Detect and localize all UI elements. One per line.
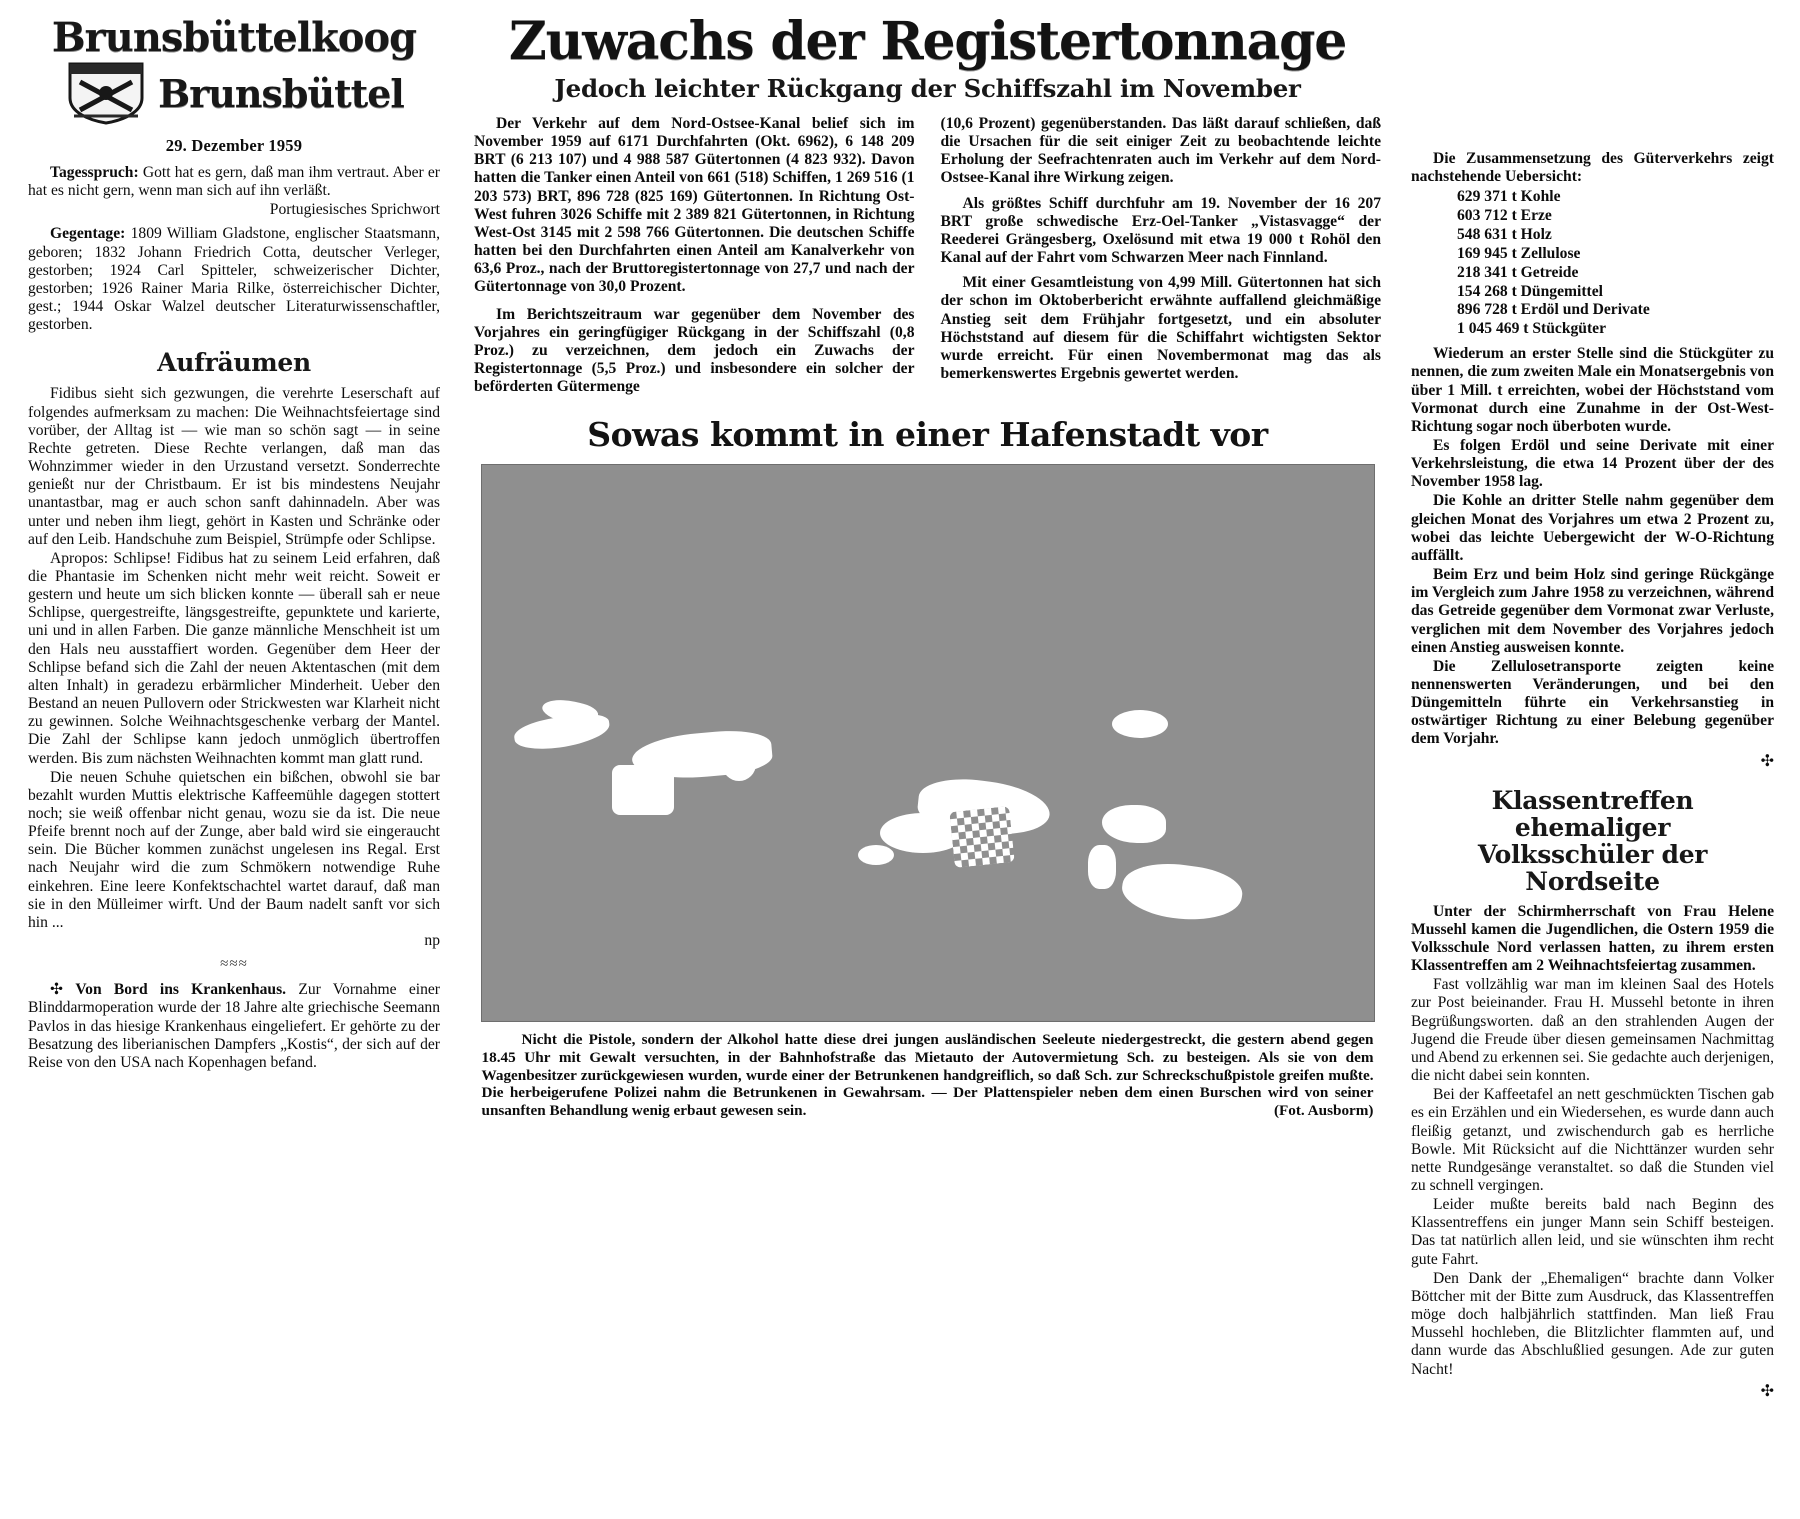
right-paragraph-3: Die Kohle an dritter Stelle nahm gegenüber dem gleichen Monat des Vorjahres um etwa 2 Prozent zu, wobei das leichte Uebergewicht der W-O-Richtung auffällt. <box>1411 492 1774 564</box>
masthead-town-top: Brunsbüttelkoog <box>51 14 417 61</box>
brief-label: Von Bord ins Krankenhaus. <box>75 981 287 999</box>
left-paragraph-2: Apropos: Schlipse! Fidibus hat zu seinem Leid erfahren, daß die Phantasie im Schenken nicht mehr weit reicht. Soweit er gestern und heute um sich blicken konnte — überall sah er neue Schlipse, quergestreifte, längsgestreifte, gepunktete und karierte, uni und in allen Farben. Die ganze männliche Menschheit ist um den Hals neu ausstaffiert worden. Gegenüber dem Heer der Schlipse befand sich die Zahl der neuen Aktentaschen (mit dem alten Inhalt) in geradezu erbärmlicher Minderheit. Ueber den Bestand an neuen Pullovern oder Strickwesten war Klarheit nicht zu gewinnen. Solche Weihnachtsgeschenke verbarg der Mantel. Die Zahl der Schlipse kann jedoch unmöglich übertroffen werden. Bis zum nächsten Weihnachten kommt man glatt rund. <box>28 549 440 767</box>
page-subtitle: Jedoch leichter Rückgang der Schiffszahl im November <box>554 74 1301 103</box>
brief-paragraph <box>28 981 440 1072</box>
left-signature: np <box>424 932 440 950</box>
right-paragraph-1: Wiederum an erster Stelle sind die Stückgüter zu nennen, die zum zweiten Male ein Monatsergebnis von über 1 Mill. t erreichten, wobei der Höchststand vom Vormonat durch eine Zunahme in der Ost-West-Richtung sogar noch überboten wurde. <box>1411 345 1774 435</box>
motto-label: Tagesspruch: <box>50 164 139 181</box>
article2-paragraph-4: Leider mußte bereits bald nach Beginn des Klassentreffens ein junger Mann sein Schiff besteigen. Das tat natürlich allen leid, und sie wünschten ihm recht gute Fahrt. <box>1411 1196 1774 1268</box>
left-paragraph-3: Die neuen Schuhe quietschen ein bißchen, obwohl sie bar bezahlt wurden Muttis elektrische Kaffeemühle dagegen stottert noch; sie weiß offenbar nicht genau, wozu sie da ist. Die neue Pfeife brennt noch auf der Zunge, aber bald wird sie eingeraucht sein. Die Bücher kommen zunächst ungelesen ins Regal. Erst nach Neujahr wird die zum Schmökern notwendige Ruhe einkehren. Eine leere Konfektschachtel wartet darauf, daß man sie in den Mülleimer wirft. Und der Baum nadelt sanft vor sich hin ... <box>28 768 440 931</box>
motto-paragraph <box>28 164 440 200</box>
photo-headline: Sowas kommt in einer Hafenstadt vor <box>587 415 1268 455</box>
end-star-icon-2: ✣ <box>1760 1382 1774 1400</box>
coat-of-arms-icon <box>64 60 148 126</box>
star-icon: ✣ <box>50 981 64 999</box>
column-middle <box>462 0 1397 1519</box>
mid-paragraph-2: Im Berichtszeitraum war gegenüber dem November des Vorjahres ein geringfügiger Rückgang in der Schiffszahl (0,8 Proz.) zu verzeichnen, dem jedoch ein Zuwachs der Registertonnage (5,5 Proz.) und insbesondere ein solcher der beförderten Gütermenge <box>474 305 915 396</box>
column-title-aufraeumen: Aufräumen <box>157 348 311 378</box>
photo-shape-4 <box>612 765 674 815</box>
masthead-town-bottom: Brunsbüttel <box>158 70 404 116</box>
article2-title-line2: Volksschüler der Nordseite <box>1477 839 1708 896</box>
article2-paragraph-5: Den Dank der „Ehemaligen“ brachte dann Volker Böttcher mit der Bitte zum Ausdruck, das Klassentreffen möge doch halbjährlich stattfinden. Man ließ Frau Mussehl hochleben, die Blitzlichter flammten auf, und dann wurde das Abschlußlied gesungen. Ade zur guten Nacht! <box>1411 1269 1774 1378</box>
harbour-scene-photo <box>481 464 1375 1022</box>
mid-paragraph-5: Mit einer Gesamtleistung von 4,99 Mill. Gütertonnen hat sich der schon im Oktoberbericht erwähnte auffallend gleichmäßige Anstieg seit dem Frühjahr fortgesetzt, und ein absoluter Höchststand auf diesem für die Schiffahrt wichtigsten Sektor wurde erreicht. Für einen Novembermonat mag das als bemerkenswertes Ergebnis gewertet werden. <box>940 274 1381 383</box>
anniversaries-paragraph <box>28 225 440 334</box>
article2-paragraph-2: Fast vollzählig war man im kleinen Saal des Hotels zur Post beieinander. Frau H. Mussehl betonte in ihren Begrüßungsworten. daß an den strahlenden Augen der Jugend die Freude über diesen gemeinsamen Nachmittag und Abend zu erkennen sei. Sie gedachte auch derjenigen, die nicht dabei sein konnten. <box>1411 976 1774 1085</box>
masthead <box>28 14 440 126</box>
photo-shape-8 <box>1102 805 1166 843</box>
anniversaries-label: Gegentage: <box>50 225 126 243</box>
article-column-1 <box>474 115 915 397</box>
list-item: 629 371 t Kohle <box>1457 188 1561 206</box>
photo-caption-wrap <box>482 1031 1374 1119</box>
right-paragraph-5: Die Zellulosetransporte zeigten keine nennenswerten Veränderungen, und bei den Düngemitteln führte ein Verkehrsanstieg in ostwärtiger Richtung zu einer Belebung gegenüber dem Vorjahr. <box>1411 657 1774 748</box>
dateline: 29. Dezember 1959 <box>165 136 303 155</box>
article2-paragraph-1: Unter der Schirmherrschaft von Frau Helene Mussehl kamen die Jugendlichen, die Ostern 1959 die Volksschule Nord verlassen hatten, zu ihrem ersten Klassentreffen am 2 Weihnachtsfeiertag zusammen. <box>1411 902 1774 975</box>
list-item: 548 631 t Holz <box>1457 226 1552 244</box>
motto-text: Gott hat es gern, daß man ihm vertraut. Aber er hat es nicht gern, wenn man sich auf ihn verläßt. <box>28 164 440 200</box>
anniversaries-text: 1809 William Gladstone, englischer Staatsmann, geboren; 1832 Johann Friedrich Cotta, deutscher Verleger, gestorben; 1924 Carl Spitteler, schweizerischer Dichter, gestorben; 1926 Rainer Maria Rilke, österreichischer Dichter, gest.; 1944 Oskar Walzel deutscher Literaturwissenschaftler, gestorben. <box>28 225 440 334</box>
left-paragraph-1: Fidibus sieht sich gezwungen, die verehrte Leserschaft auf folgendes aufmerksam zu machen: Die Weihnachtsfeiertage sind vorüber, der Alltag ist — wie man so schön sagt — in seine Rechte getreten. Diese Rechte verlangen, daß man das Wohnzimmer wieder in den Urzustand versetzt. Sonderrechte genießt nur der Christbaum. Er ist bis mindestens Neujahr unantastbar, mag er auch schon sanft dahinnadeln. Aber was unter und neben ihm liegt, gehört in Kasten und Schränke oder auf den Leib. Handschuhe zum Beispiel, Strümpfe oder Schlipse. <box>28 385 440 548</box>
column-right <box>1397 0 1800 1519</box>
goods-intro: Die Zusammensetzung des Güterverkehrs zeigt nachstehende Uebersicht: <box>1411 150 1774 186</box>
brief-text: Zur Vornahme einer Blinddarmoperation wurde der 18 Jahre alte griechische Seemann Pavlos in das hiesige Krankenhaus eingeliefert. Er gehörte zu der Besatzung des liberianischen Dampfers „Kostis“, der sich auf der Reise von den USA nach Kopenhagen befand. <box>28 981 440 1071</box>
photo-shape-11 <box>1112 710 1168 738</box>
photo-caption-text: Nicht die Pistole, sondern der Alkohol hatte diese drei jungen ausländischen Seeleute niedergestreckt, die gestern abend gegen 18.45 Uhr mit Gewalt versuchten, in der Bahnhofstraße das Mietauto der Autovermietung Sch. zu besteigen. Als sie von dem Wagenbesitzer zurückgewiesen wurden, wurde einer der Betrunkenen handgreiflich, so daß Sch. zur Schreckschußpistole greifen mußte. Die herbeigerufene Polizei nahm die Betrunkenen in Gewahrsam. — Der Plattenspieler neben dem einen Burschen wird von seiner unsanften Behandlung wenig erbaut gewesen sein. <box>481 1031 1374 1119</box>
mid-paragraph-3: (10,6 Prozent) gegenüberstanden. Das läßt darauf schließen, daß die Ursachen für die seit einiger Zeit zu beobachtende leichte Erholung der Seefrachtenraten auch im Verkehr auf dem Nord-Ostsee-Kanal ihre Wirkung zeigen. <box>940 115 1381 187</box>
masthead-row <box>28 60 440 126</box>
page-title: Zuwachs der Registertonnage <box>508 11 1347 72</box>
end-star-icon-1: ✣ <box>1760 752 1774 770</box>
photo-shape-5 <box>722 747 756 781</box>
goods-list <box>1411 188 1774 339</box>
right-paragraph-4: Beim Erz und beim Holz sind geringe Rückgänge im Vergleich zum Jahre 1958 zu verzeichnen, während das Getreide gegenüber dem Vormonat zwar Verluste, verglichen mit dem November des Vorjahres jedoch einen Anstieg ausweisen konnte. <box>1411 566 1774 656</box>
ornament-divider: ≈≈≈ <box>220 956 248 973</box>
article-column-2 <box>941 115 1382 397</box>
article2-title-line1: Klassentreffen ehemaliger <box>1491 785 1694 842</box>
motto-source: Portugiesisches Sprichwort <box>269 201 440 219</box>
list-item: 218 341 t Getreide <box>1457 263 1579 281</box>
list-item: 896 728 t Erdöl und Derivate <box>1457 301 1650 319</box>
photo-caption <box>482 1031 1374 1119</box>
article2-paragraph-3: Bei der Kaffeetafel an nett geschmückten Tischen gab es ein Erzählen und ein Wiedersehen, es wurde dann auch fleißig getanzt, und zwischendurch gab es herrliche Bowle. Mit Rücksicht auf die Nichttänzer wurden sehr nette Rundgesänge veranstaltet. so daß die Stunden viel zu schnell vergingen. <box>1411 1086 1774 1194</box>
article2-title <box>1411 787 1774 895</box>
article-body-columns <box>474 115 1381 397</box>
list-item: 169 945 t Zellulose <box>1457 244 1581 262</box>
mid-paragraph-1: Der Verkehr auf dem Nord-Ostsee-Kanal belief sich im November 1959 auf 6171 Durchfahrten (Okt. 6962), 6 148 209 BRT (6 213 107) und 4 988 587 Gütertonnen (4 823 932). Davon hatten die Tanker einen Anteil von 661 (518) Schiffen, 1 269 516 (1 203 573) BRT, 896 728 (825 169) Gütertonnen. In Richtung Ost-West fuhren 3026 Schiffe mit 2 389 821 Gütertonnen, in Richtung West-Ost 3145 mit 2 598 766 Gütertonnen. Die deutschen Schiffe hatten bei den Durchfahrten einen Anteil am Kanalverkehr von 63,6 Proz., nach der Bruttoregistertonnage von 27,7 und nach der Gütertonnage von 30,0 Prozent. <box>474 115 915 296</box>
photo-shape-9 <box>1088 845 1116 889</box>
photo-credit: (Fot. Ausborm) <box>1273 1101 1374 1119</box>
photo-shape-12 <box>858 845 894 865</box>
list-item: 154 268 t Düngemittel <box>1457 282 1603 300</box>
list-item: 1 045 469 t Stückgüter <box>1457 320 1607 338</box>
right-paragraph-2: Es folgen Erdöl und seine Derivate mit einer Verkehrsleistung, die etwa 14 Prozent über der des November 1958 lag. <box>1411 436 1774 491</box>
column-left <box>0 0 462 1519</box>
masthead-title-line1 <box>28 14 440 61</box>
photo-shape-10 <box>1118 857 1244 927</box>
list-item: 603 712 t Erze <box>1457 207 1552 225</box>
mid-paragraph-4: Als größtes Schiff durchfuhr am 19. November der 16 207 BRT große schwedische Erz-Oel-Tanker „Vistasvagge“ der Reederei Grängesberg, Oxelösund mit etwa 19 000 t Rohöl den Kanal auf der Fahrt vom Schwarzen Meer nach Finnland. <box>940 194 1381 267</box>
photo-shape-checkered <box>949 806 1015 868</box>
